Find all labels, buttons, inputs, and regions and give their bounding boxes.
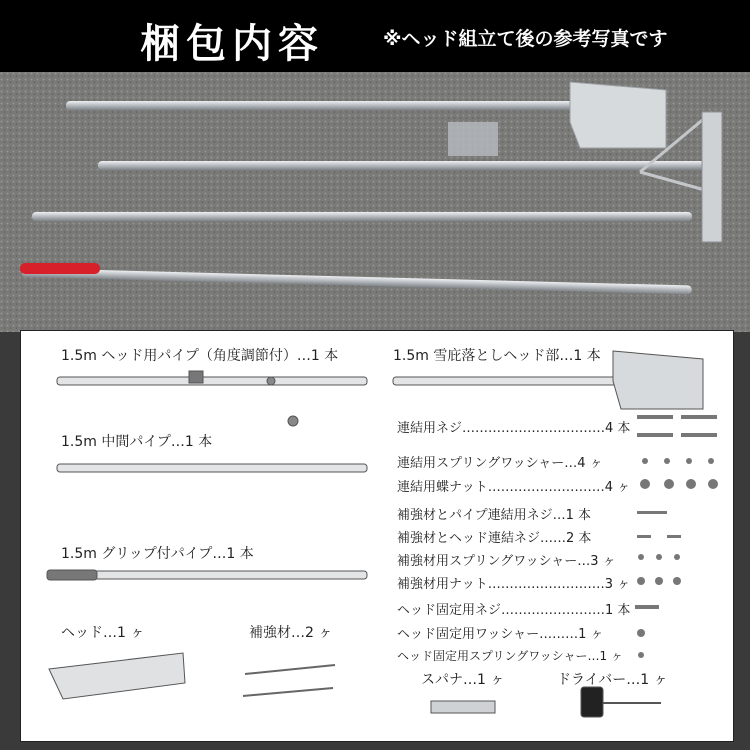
part-joint-screw: 連結用ネジ……………………………4 本	[397, 421, 631, 436]
part-reinforce-head-screw: 補強材とヘッド連結ネジ……2 本	[397, 531, 592, 546]
part-snow-head: 1.5m 雪庇落としヘッド部…1 本	[393, 348, 601, 364]
parts-photo	[0, 72, 750, 332]
part-reinforce-spring-washer: 補強材用スプリングワッシャー…3 ヶ	[397, 554, 616, 569]
part-head-fix-spring-washer: ヘッド固定用スプリングワッシャー…1 ヶ	[397, 649, 623, 663]
tool-screwdriver: ドライバー…1 ヶ	[557, 672, 668, 688]
tool-spanner: スパナ…1 ヶ	[421, 672, 505, 688]
part-grip-pipe: 1.5m グリップ付パイプ…1 本	[61, 546, 254, 562]
page-title: 梱包内容	[140, 21, 324, 67]
part-head-fix-screw: ヘッド固定用ネジ……………………1 本	[397, 603, 631, 618]
photo-note: ※ヘッド組立て後の参考写真です	[383, 28, 668, 50]
part-head: ヘッド…1 ヶ	[61, 625, 145, 641]
part-reinforcement: 補強材…2 ヶ	[249, 625, 333, 641]
part-head-fix-washer: ヘッド固定用ワッシャー………1 ヶ	[397, 627, 604, 642]
part-reinforce-pipe-screw: 補強材とパイプ連結用ネジ…1 本	[397, 508, 592, 523]
part-joint-wing-nut: 連結用蝶ナット………………………4 ヶ	[397, 480, 631, 495]
part-head-pipe: 1.5m ヘッド用パイプ（角度調節付）…1 本	[61, 348, 339, 364]
parts-diagram	[20, 330, 734, 742]
part-middle-pipe: 1.5m 中間パイプ…1 本	[61, 434, 213, 450]
header-bar	[0, 0, 750, 72]
part-reinforce-nut: 補強材用ナット………………………3 ヶ	[397, 577, 631, 592]
part-joint-spring-washer: 連結用スプリングワッシャー…4 ヶ	[397, 456, 603, 471]
parts-photo-illustration	[0, 72, 750, 332]
